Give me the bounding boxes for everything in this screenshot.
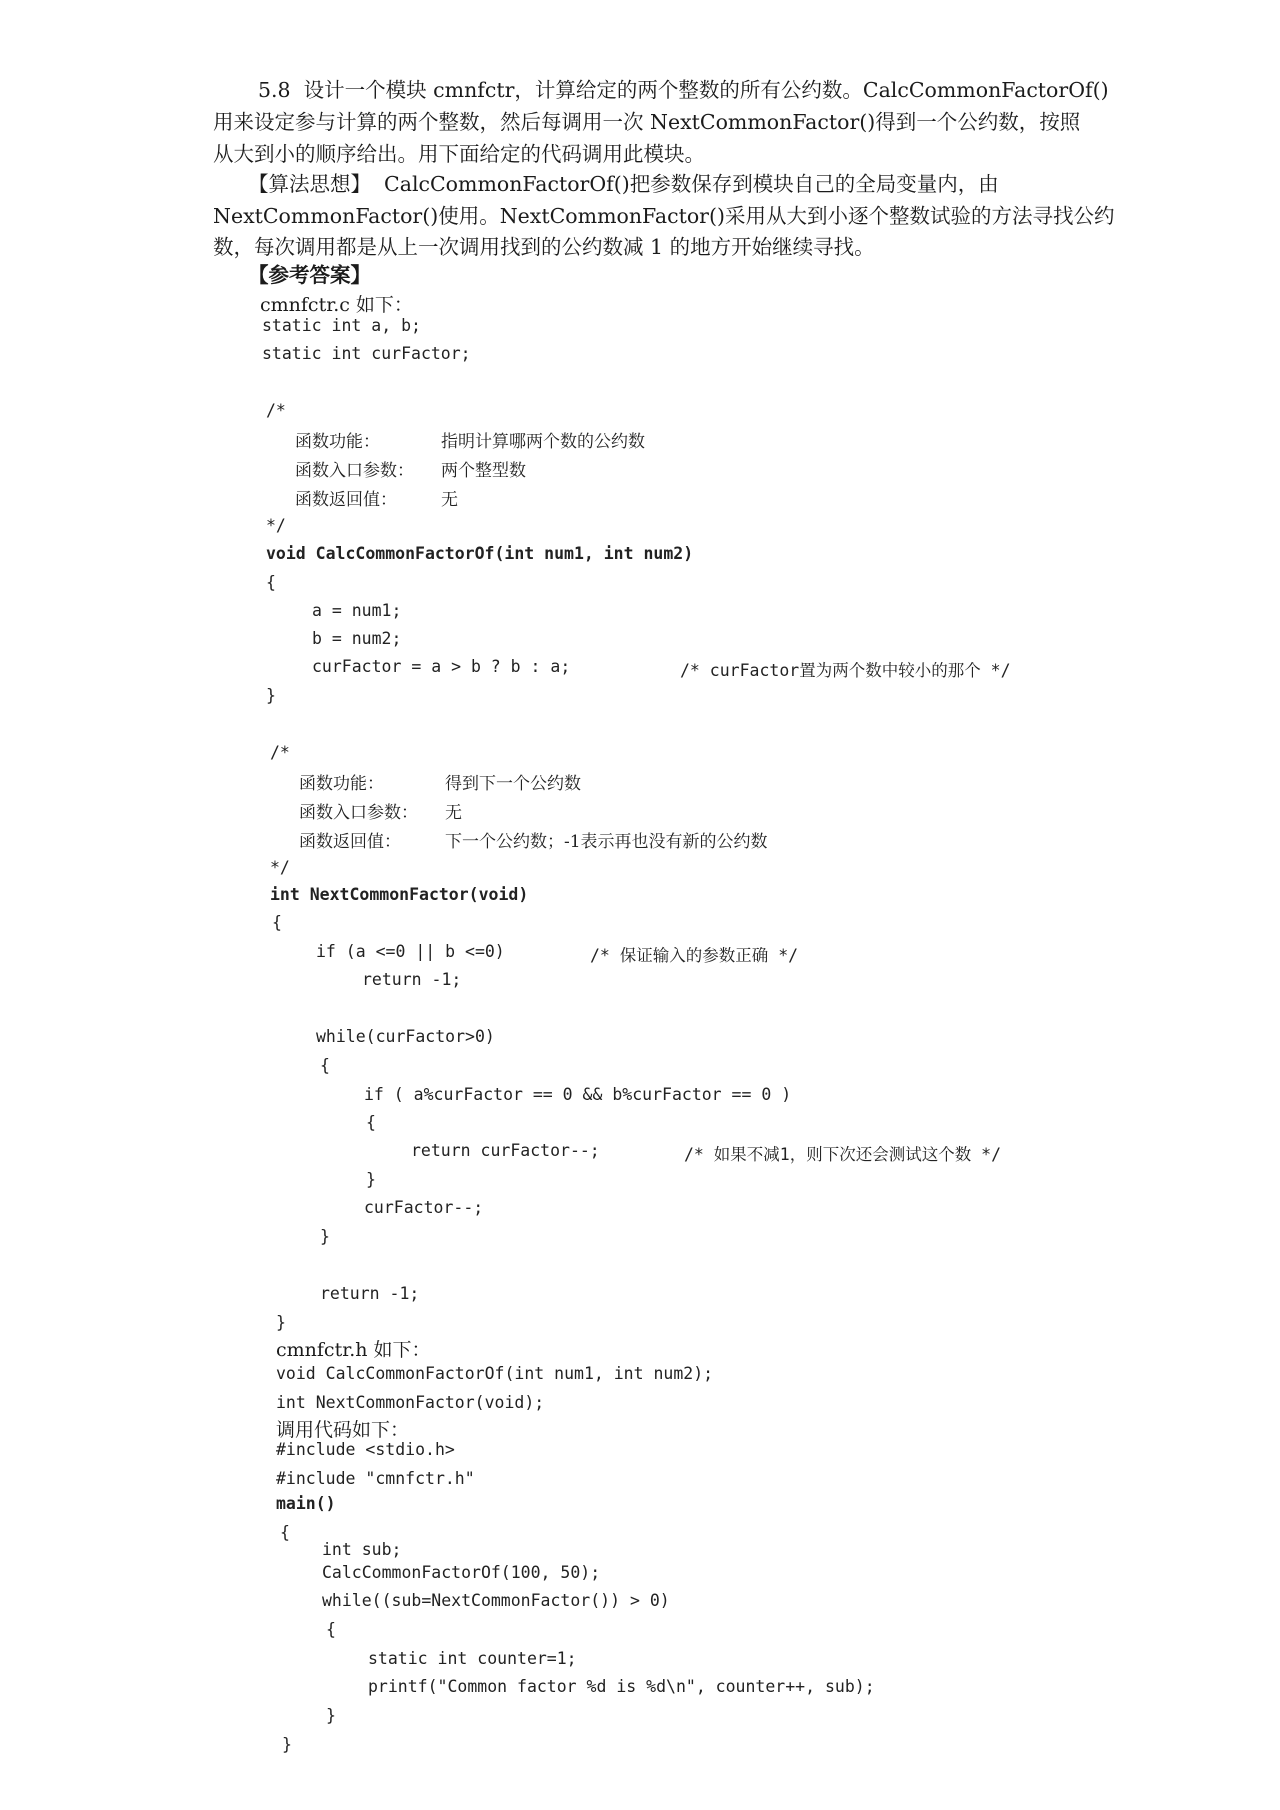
comment1-value-3: 无 (441, 490, 458, 510)
func1-line-2: b = num2; (312, 629, 402, 648)
comment2-key-3: 函数返回值： (299, 832, 401, 852)
func2-return-1: return -1; (362, 970, 462, 989)
func2-while-open: { (320, 1056, 330, 1075)
c-file-label: cmnfctr.c 如下： (260, 294, 413, 316)
comment2-close: */ (270, 858, 290, 877)
call-line-5: printf("Common factor %d is %d\n", counter++, sub); (368, 1677, 875, 1696)
algorithm-line-3: 数，每次调用都是从上一次调用找到的公约数减 1 的地方开始继续寻找。 (213, 235, 875, 259)
comment1-close: */ (266, 516, 286, 535)
answer-heading: 【参考答案】 (248, 263, 371, 287)
h-file-line-2: int NextCommonFactor(void); (276, 1393, 545, 1412)
problem-line-2: 用来设定参与计算的两个整数，然后每调用一次 NextCommonFactor()得到一个公约数，按照 (213, 110, 1081, 134)
func2-if-2: if ( a%curFactor == 0 && b%curFactor == 0 ) (364, 1085, 792, 1104)
func2-decrement: curFactor--; (364, 1198, 484, 1217)
comment2-key-1: 函数功能： (299, 774, 384, 794)
func2-while-close: } (320, 1227, 330, 1246)
func2-return-3: return -1; (320, 1284, 420, 1303)
func2-if-close: } (366, 1170, 376, 1189)
func2-close-brace: } (276, 1313, 286, 1332)
func2-return-2: return curFactor--; (411, 1141, 600, 1160)
call-code-label: 调用代码如下： (276, 1419, 410, 1441)
func2-if-1: if (a <=0 || b <=0) (316, 942, 505, 961)
code-decl-2: static int curFactor; (262, 344, 471, 363)
h-file-label: cmnfctr.h 如下： (276, 1339, 431, 1361)
func1-line-3-comment: /* curFactor置为两个数中较小的那个 */ (680, 661, 1011, 680)
call-line-1: int sub; (322, 1540, 402, 1559)
call-main: main() (276, 1494, 336, 1513)
call-main-close: } (282, 1735, 292, 1754)
code-decl-1: static int a, b; (262, 316, 421, 335)
func2-signature: int NextCommonFactor(void) (270, 885, 529, 904)
func2-open-brace: { (272, 913, 282, 932)
comment2-key-2: 函数入口参数： (299, 803, 418, 823)
func2-if-open: { (366, 1113, 376, 1132)
comment2-value-3: 下一个公约数；-1表示再也没有新的公约数 (445, 832, 768, 852)
comment1-value-2: 两个整型数 (441, 461, 526, 481)
call-include-1: #include <stdio.h> (276, 1440, 455, 1459)
func1-open-brace: { (266, 573, 276, 592)
func2-while: while(curFactor>0) (316, 1027, 495, 1046)
algorithm-line-1: 【算法思想】 CalcCommonFactorOf()把参数保存到模块自己的全局变量内，由 (248, 172, 999, 196)
func1-line-3: curFactor = a > b ? b : a; (312, 657, 571, 676)
comment1-key-2: 函数入口参数： (295, 461, 414, 481)
comment2-value-2: 无 (445, 803, 462, 823)
comment2-open: /* (270, 743, 290, 762)
func2-return-2-comment: /* 如果不减1，则下次还会测试这个数 */ (684, 1145, 1002, 1164)
func1-signature: void CalcCommonFactorOf(int num1, int num2) (266, 544, 694, 563)
call-while-close: } (326, 1706, 336, 1725)
comment2-value-1: 得到下一个公约数 (445, 774, 581, 794)
func1-close-brace: } (266, 686, 276, 705)
comment1-open: /* (266, 401, 286, 420)
comment1-value-1: 指明计算哪两个数的公约数 (441, 432, 645, 452)
problem-line-1: 5.8 设计一个模块 cmnfctr，计算给定的两个整数的所有公约数。CalcCommonFactorOf() (258, 78, 1109, 102)
call-line-2: CalcCommonFactorOf(100, 50); (322, 1563, 601, 1582)
h-file-line-1: void CalcCommonFactorOf(int num1, int num2); (276, 1364, 714, 1383)
call-main-open: { (280, 1523, 290, 1542)
call-line-3: while((sub=NextCommonFactor()) > 0) (322, 1591, 670, 1610)
call-include-2: #include "cmnfctr.h" (276, 1469, 475, 1488)
call-while-open: { (326, 1620, 336, 1639)
comment1-key-3: 函数返回值： (295, 490, 397, 510)
func1-line-1: a = num1; (312, 601, 402, 620)
call-line-4: static int counter=1; (368, 1649, 577, 1668)
problem-line-3: 从大到小的顺序给出。用下面给定的代码调用此模块。 (213, 142, 705, 166)
func2-if-1-comment: /* 保证输入的参数正确 */ (590, 946, 799, 965)
comment1-key-1: 函数功能： (295, 432, 380, 452)
algorithm-line-2: NextCommonFactor()使用。NextCommonFactor()采用从大到小逐个整数试验的方法寻找公约 (213, 204, 1115, 228)
